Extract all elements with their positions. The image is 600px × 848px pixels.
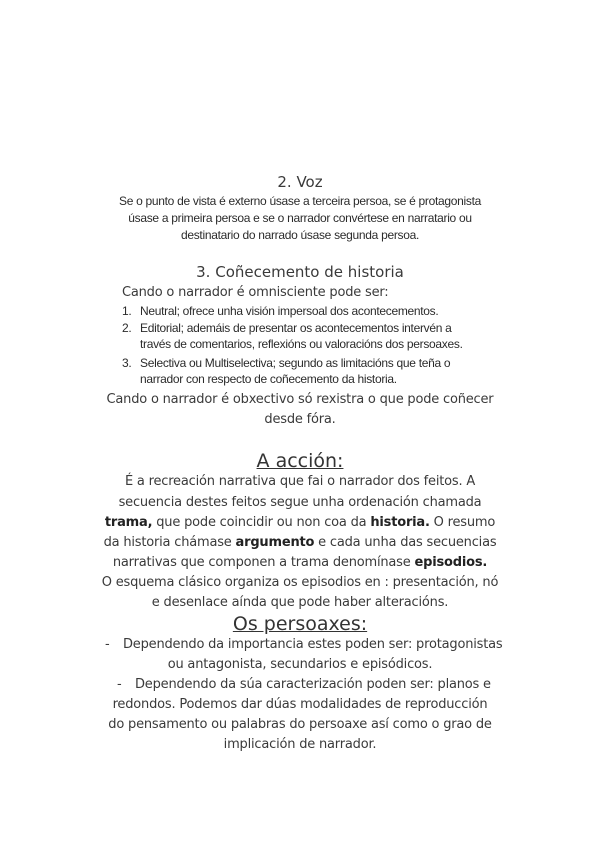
- list-item-continuation: narrador con respecto de coñecemento da historia.: [140, 372, 397, 386]
- accion-line-6: O esquema clásico organiza os episodios en : presentación, nó: [101, 575, 499, 590]
- conecemento-outro-1: Cando o narrador é obxectivo só rexistra o que pode coñecer: [106, 392, 494, 407]
- persoaxes-item-2-cont-3: implicación de narrador.: [223, 737, 377, 752]
- list-item: 3. Selectiva ou Multiselectiva; segundo as limitacións que teña o: [122, 356, 451, 370]
- accion-line-1: É a recreación narrativa que fai o narrador dos feitos. A: [124, 474, 476, 489]
- voz-line-1: Se o punto de vista é externo úsase a terceira persoa, se é protagonista: [119, 194, 481, 208]
- voz-line-2: úsase a primeira persoa e se o narrador convértese en narratario ou: [128, 211, 472, 225]
- dash-bullet: -: [105, 637, 110, 652]
- section-title-conecemento: 3. Coñecemento de historia: [196, 263, 404, 281]
- list-item: 2. Editorial; ademáis de presentar os acontecementos intervén a: [122, 321, 452, 335]
- conecemento-intro: Cando o narrador é omnisciente pode ser:: [122, 285, 389, 300]
- accion-line-2: secuencia destes feitos segue unha ordenación chamada: [118, 495, 482, 510]
- accion-line-3: trama, que pode coincidir ou non coa da historia. O resumo: [104, 515, 496, 530]
- accion-line-7: e desenlace aínda que pode haber alteracións.: [151, 595, 449, 610]
- dash-bullet: -: [117, 677, 122, 692]
- accion-line-5: narrativas que componen a trama denomínase episodios.: [112, 555, 488, 570]
- heading-accion: A acción:: [256, 450, 344, 472]
- voz-line-3: destinatario do narrado úsase segunda persoa.: [180, 228, 419, 242]
- section-title-voz: 2. Voz: [277, 173, 323, 191]
- persoaxes-item-2: - Dependendo da súa caracterización poden ser: planos e: [117, 677, 491, 692]
- persoaxes-item-1: - Dependendo da importancia estes poden ser: protagonistas: [105, 637, 503, 652]
- accion-line-4: da historia chámase argumento e cada unha das secuencias: [103, 535, 497, 550]
- persoaxes-item-2-cont-1: redondos. Podemos dar dúas modalidades de reproducción: [112, 697, 488, 712]
- persoaxes-item-1-cont: ou antagonista, secundarios e episódicos.: [167, 657, 433, 672]
- list-item-continuation: través de comentarios, reflexións ou valoracións dos persoaxes.: [140, 337, 463, 351]
- conecemento-outro-2: desde fóra.: [264, 412, 336, 427]
- list-item: 1. Neutral; ofrece unha visión impersoal dos acontecementos.: [122, 304, 439, 318]
- persoaxes-item-2-cont-2: do pensamento ou palabras do persoaxe así como o grao de: [108, 717, 492, 732]
- heading-persoaxes: Os persoaxes:: [232, 613, 368, 635]
